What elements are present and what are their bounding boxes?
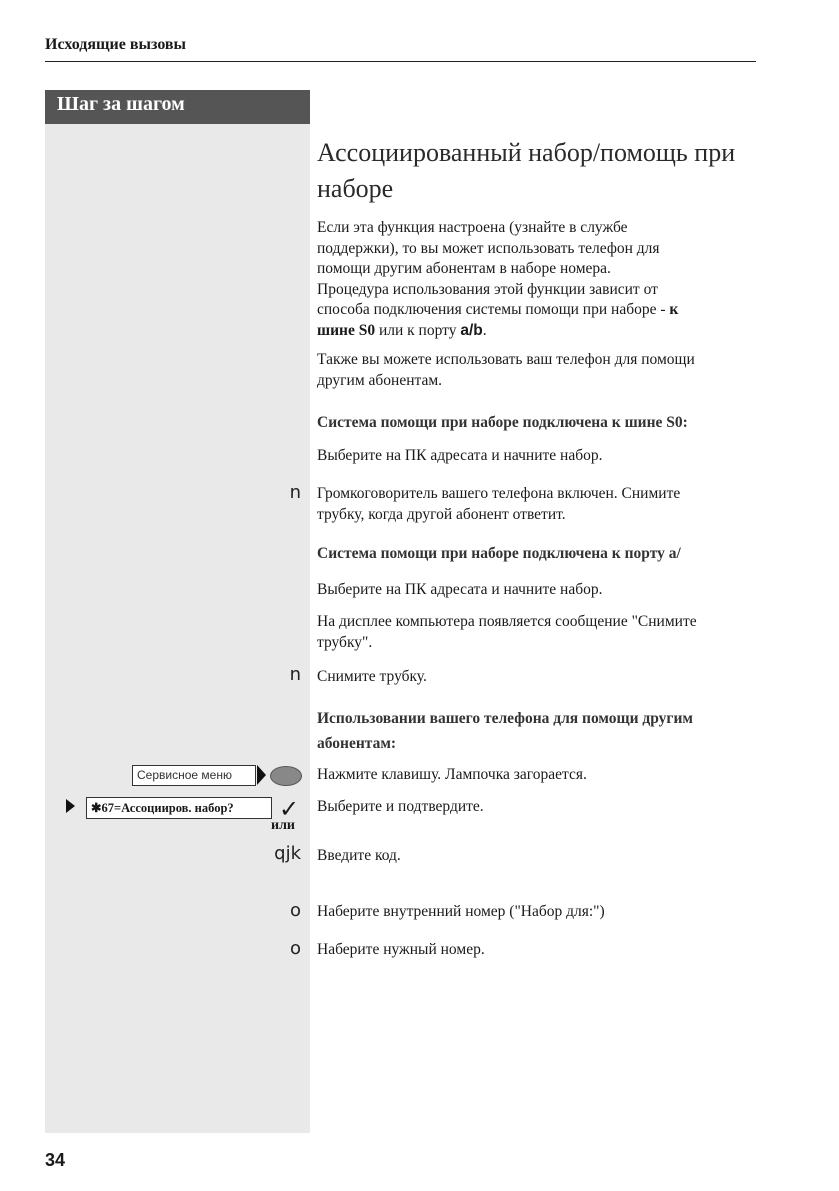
page-number: 34	[45, 1150, 66, 1170]
dial-internal-marker: o	[289, 900, 301, 921]
handsfree-marker: n	[289, 482, 301, 503]
intro-line: Если эта функция настроена (узнайте в службе	[317, 219, 628, 236]
subsection-ab-title: Система помощи при наборе подключена к порту a/	[317, 545, 681, 562]
intro-line: Процедура использования этой функции зависит от	[317, 280, 658, 298]
service-menu-key[interactable]: Сервисное меню	[132, 765, 256, 786]
step-line: трубку, когда другой абонент ответит.	[317, 505, 566, 523]
intro-line	[317, 321, 757, 342]
intro-line: помощи другим абонентам в наборе номера.	[317, 260, 611, 277]
help-step-internal: Наберите внутренний номер ("Набор для:")	[317, 903, 605, 920]
assoc-dial-option[interactable]: ✱67=Ассоцииров. набор?	[86, 797, 272, 819]
intro-text: или к порту	[375, 321, 461, 339]
section-title: Ассоциированный набор/помощь при наборе	[317, 138, 736, 203]
subtitle-line: абонентам:	[317, 735, 397, 752]
intro-paragraph	[317, 218, 757, 341]
help-step-confirm: Выберите и подтвердите.	[317, 798, 484, 815]
confirm-check-icon[interactable]: ✓	[279, 795, 300, 823]
sidebar-heading: Шаг за шагом	[45, 90, 310, 124]
or-label: или	[271, 818, 295, 833]
help-step-code: Введите код.	[317, 847, 401, 864]
ab-step-lift: Снимите трубку.	[317, 668, 427, 685]
also-line: другим абонентам.	[317, 371, 443, 389]
intro-bold: к	[669, 301, 679, 318]
chapter-title: Исходящие вызовы	[45, 36, 187, 53]
subsection-help-title	[317, 706, 757, 756]
step-sidebar	[45, 90, 310, 1133]
s0-step-select: Выберите на ПК адресата и начните набор.	[317, 447, 603, 464]
lift-handset-marker: n	[289, 664, 301, 685]
key-lamp-icon[interactable]	[270, 766, 302, 786]
step-line: На дисплее компьютера появляется сообщение "Снимите	[317, 613, 697, 630]
dial-number-marker: o	[289, 938, 301, 959]
subtitle-line: Использовании вашего телефона для помощи другим	[317, 710, 693, 727]
intro-text: .	[482, 321, 487, 339]
select-arrow-icon	[66, 799, 75, 813]
step-line: трубку".	[317, 633, 373, 651]
help-step-press: Нажмите клавишу. Лампочка загорается.	[317, 766, 587, 783]
also-line: Также вы можете использовать ваш телефон для помощи	[317, 351, 695, 368]
s0-step-speaker	[317, 484, 757, 525]
ab-step-select: Выберите на ПК адресата и начните набор.	[317, 581, 603, 598]
intro-line: поддержки), то вы может использовать телефон для	[317, 239, 660, 257]
code-entry-marker: qjk	[274, 843, 301, 864]
intro-line	[317, 300, 757, 321]
step-line: Громкоговоритель вашего телефона включен. Снимите	[317, 485, 681, 502]
subsection-s0-title: Система помощи при наборе подключена к шине S0:	[317, 414, 688, 431]
bus-s0-term: шине S0	[317, 321, 376, 339]
port-ab-term: a/b	[460, 321, 483, 339]
menu-arrow-icon	[257, 765, 266, 785]
intro-text: способа подключения системы помощи при наборе -	[317, 301, 670, 318]
ab-step-message	[317, 612, 757, 653]
also-paragraph	[317, 350, 757, 391]
header-rule	[45, 61, 756, 62]
help-step-number: Наберите нужный номер.	[317, 941, 485, 958]
